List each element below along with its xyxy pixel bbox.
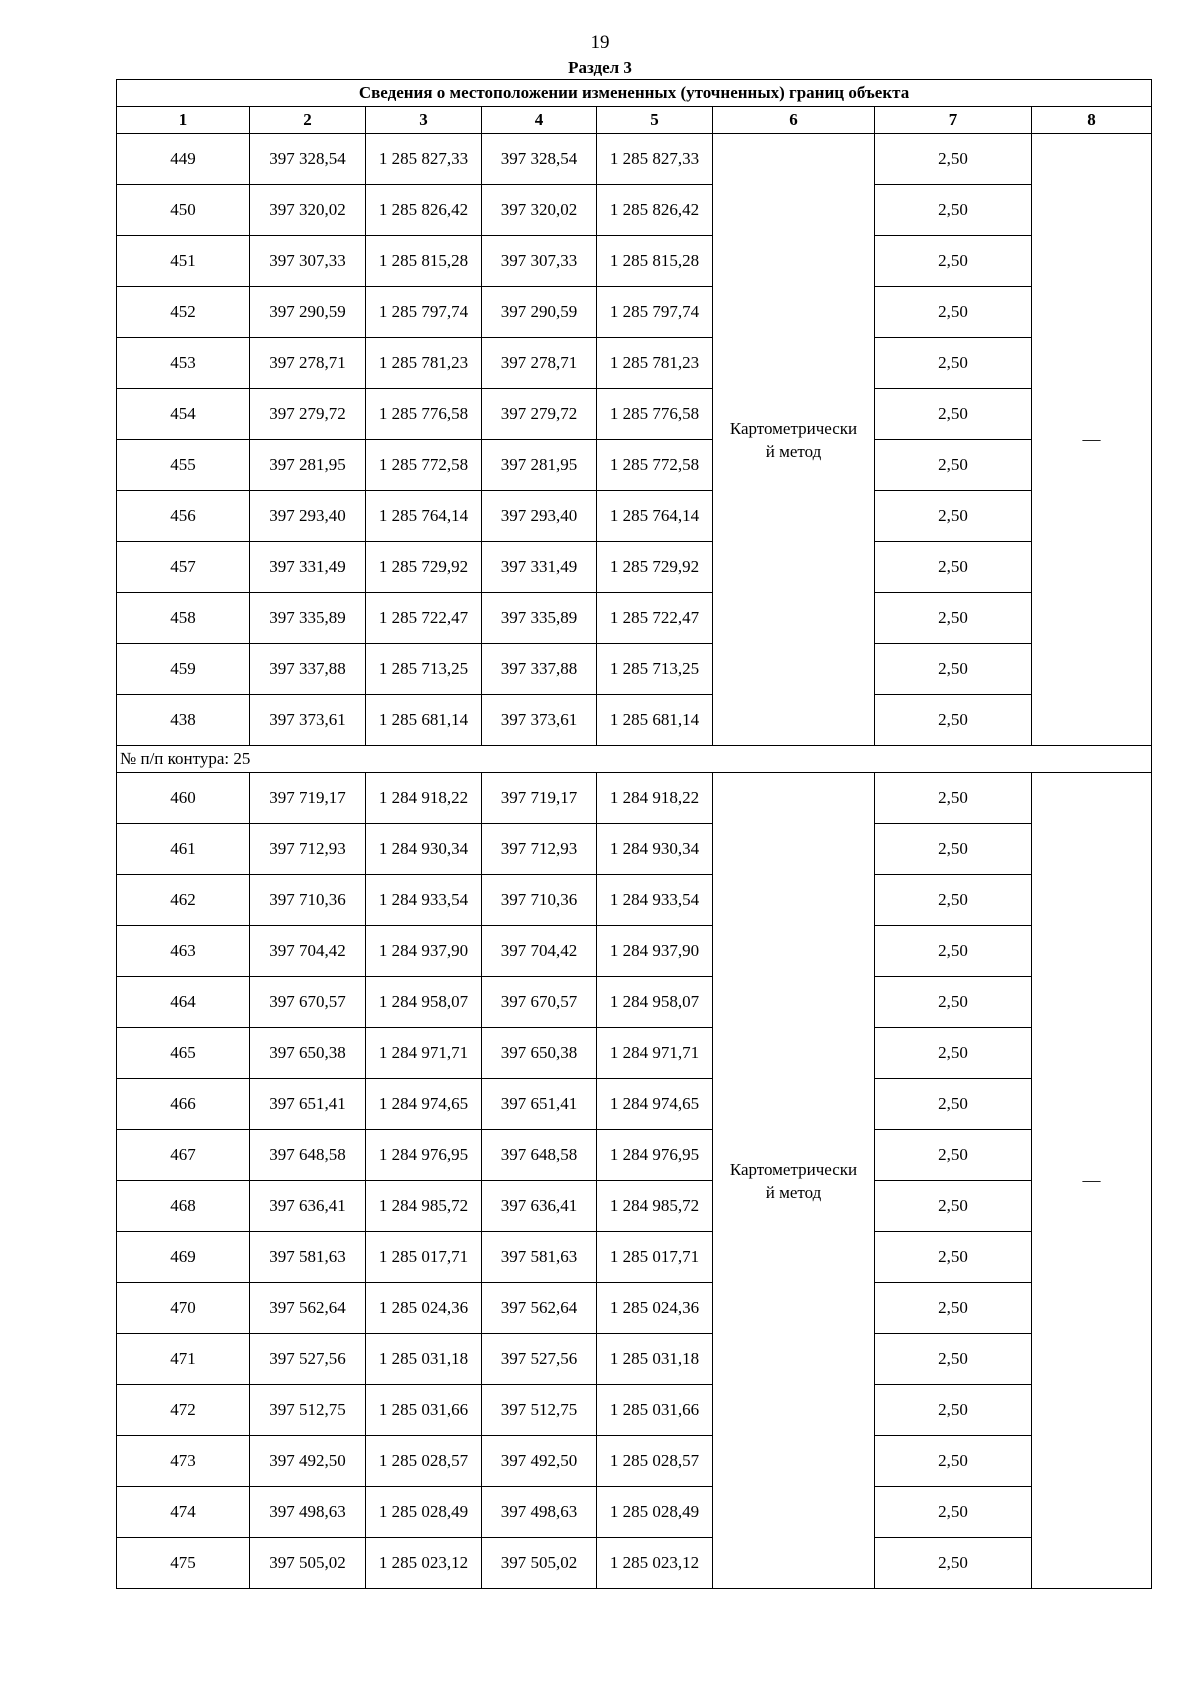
y-new-cell: 1 285 031,18 — [597, 1334, 713, 1385]
table-row — [117, 977, 1152, 1028]
table-row — [117, 1130, 1152, 1181]
x-old-cell: 397 320,02 — [250, 185, 366, 236]
y-new-cell: 1 285 017,71 — [597, 1232, 713, 1283]
column-header: 1 — [117, 107, 250, 134]
column-header: 5 — [597, 107, 713, 134]
x-old-cell: 397 704,42 — [250, 926, 366, 977]
x-old-cell: 397 492,50 — [250, 1436, 366, 1487]
x-new-cell: 397 704,42 — [482, 926, 597, 977]
precision-cell: 2,50 — [875, 236, 1032, 287]
x-old-cell: 397 651,41 — [250, 1079, 366, 1130]
x-old-cell: 397 562,64 — [250, 1283, 366, 1334]
x-old-cell: 397 712,93 — [250, 824, 366, 875]
point-number-cell: 460 — [117, 773, 250, 824]
x-old-cell: 397 307,33 — [250, 236, 366, 287]
point-number-cell: 438 — [117, 695, 250, 746]
precision-cell: 2,50 — [875, 389, 1032, 440]
precision-cell: 2,50 — [875, 1436, 1032, 1487]
point-number-cell: 456 — [117, 491, 250, 542]
y-old-cell: 1 284 971,71 — [366, 1028, 482, 1079]
precision-cell: 2,50 — [875, 875, 1032, 926]
y-old-cell: 1 285 713,25 — [366, 644, 482, 695]
x-old-cell: 397 710,36 — [250, 875, 366, 926]
y-old-cell: 1 284 918,22 — [366, 773, 482, 824]
table-row — [117, 1181, 1152, 1232]
x-new-cell: 397 279,72 — [482, 389, 597, 440]
y-old-cell: 1 285 031,18 — [366, 1334, 482, 1385]
y-new-cell: 1 284 930,34 — [597, 824, 713, 875]
x-new-cell: 397 670,57 — [482, 977, 597, 1028]
y-old-cell: 1 284 937,90 — [366, 926, 482, 977]
y-new-cell: 1 285 764,14 — [597, 491, 713, 542]
x-old-cell: 397 278,71 — [250, 338, 366, 389]
y-old-cell: 1 285 797,74 — [366, 287, 482, 338]
point-number-cell: 472 — [117, 1385, 250, 1436]
y-new-cell: 1 284 937,90 — [597, 926, 713, 977]
x-old-cell: 397 498,63 — [250, 1487, 366, 1538]
y-old-cell: 1 284 958,07 — [366, 977, 482, 1028]
y-old-cell: 1 285 031,66 — [366, 1385, 482, 1436]
table-row — [117, 695, 1152, 746]
contour-label: № п/п контура: 25 — [117, 746, 1152, 773]
y-old-cell: 1 285 815,28 — [366, 236, 482, 287]
table-row — [117, 389, 1152, 440]
y-old-cell: 1 285 024,36 — [366, 1283, 482, 1334]
y-new-cell: 1 284 933,54 — [597, 875, 713, 926]
column-header-row — [117, 107, 1152, 134]
y-old-cell: 1 285 028,57 — [366, 1436, 482, 1487]
precision-cell: 2,50 — [875, 134, 1032, 185]
x-new-cell: 397 337,88 — [482, 644, 597, 695]
x-new-cell: 397 492,50 — [482, 1436, 597, 1487]
point-number-cell: 458 — [117, 593, 250, 644]
method-text: й метод — [765, 441, 822, 461]
x-new-cell: 397 290,59 — [482, 287, 597, 338]
precision-cell: 2,50 — [875, 593, 1032, 644]
y-old-cell: 1 285 017,71 — [366, 1232, 482, 1283]
precision-cell: 2,50 — [875, 1232, 1032, 1283]
point-number-cell: 475 — [117, 1538, 250, 1589]
column-header: 6 — [713, 107, 875, 134]
precision-cell: 2,50 — [875, 824, 1032, 875]
method-text: Картометрически — [729, 418, 858, 438]
table-row — [117, 1436, 1152, 1487]
precision-cell: 2,50 — [875, 287, 1032, 338]
precision-cell: 2,50 — [875, 1079, 1032, 1130]
point-number-cell: 470 — [117, 1283, 250, 1334]
y-old-cell: 1 285 776,58 — [366, 389, 482, 440]
table-row — [117, 542, 1152, 593]
x-new-cell: 397 651,41 — [482, 1079, 597, 1130]
y-old-cell: 1 284 976,95 — [366, 1130, 482, 1181]
contour-label-row — [117, 746, 1152, 773]
table-row — [117, 1487, 1152, 1538]
table-row — [117, 1283, 1152, 1334]
y-new-cell: 1 285 776,58 — [597, 389, 713, 440]
y-new-cell: 1 284 974,65 — [597, 1079, 713, 1130]
method-text: Картометрически — [729, 1159, 858, 1179]
y-new-cell: 1 285 681,14 — [597, 695, 713, 746]
column-header: 7 — [875, 107, 1032, 134]
point-number-cell: 473 — [117, 1436, 250, 1487]
y-old-cell: 1 285 722,47 — [366, 593, 482, 644]
precision-cell: 2,50 — [875, 1283, 1032, 1334]
precision-cell: 2,50 — [875, 542, 1032, 593]
x-new-cell: 397 581,63 — [482, 1232, 597, 1283]
table-row — [117, 1079, 1152, 1130]
y-old-cell: 1 285 772,58 — [366, 440, 482, 491]
precision-cell: 2,50 — [875, 1130, 1032, 1181]
table-row — [117, 593, 1152, 644]
x-new-cell: 397 505,02 — [482, 1538, 597, 1589]
precision-cell: 2,50 — [875, 1487, 1032, 1538]
precision-cell: 2,50 — [875, 1181, 1032, 1232]
y-new-cell: 1 285 028,57 — [597, 1436, 713, 1487]
column-header: 4 — [482, 107, 597, 134]
point-number-cell: 449 — [117, 134, 250, 185]
precision-cell: 2,50 — [875, 977, 1032, 1028]
y-new-cell: 1 285 729,92 — [597, 542, 713, 593]
table-row — [117, 1232, 1152, 1283]
table-row — [117, 1538, 1152, 1589]
x-new-cell: 397 636,41 — [482, 1181, 597, 1232]
point-number-cell: 474 — [117, 1487, 250, 1538]
y-new-cell: 1 285 024,36 — [597, 1283, 713, 1334]
y-old-cell: 1 285 764,14 — [366, 491, 482, 542]
table-row — [117, 1028, 1152, 1079]
point-number-cell: 462 — [117, 875, 250, 926]
column-header: 8 — [1032, 107, 1152, 134]
x-old-cell: 397 373,61 — [250, 695, 366, 746]
y-old-cell: 1 285 681,14 — [366, 695, 482, 746]
y-new-cell: 1 284 971,71 — [597, 1028, 713, 1079]
x-new-cell: 397 320,02 — [482, 185, 597, 236]
y-old-cell: 1 284 974,65 — [366, 1079, 482, 1130]
point-number-cell: 465 — [117, 1028, 250, 1079]
table-row — [117, 491, 1152, 542]
x-new-cell: 397 278,71 — [482, 338, 597, 389]
y-new-cell: 1 285 797,74 — [597, 287, 713, 338]
x-new-cell: 397 648,58 — [482, 1130, 597, 1181]
y-new-cell: 1 285 023,12 — [597, 1538, 713, 1589]
x-old-cell: 397 281,95 — [250, 440, 366, 491]
x-new-cell: 397 527,56 — [482, 1334, 597, 1385]
precision-cell: 2,50 — [875, 1028, 1032, 1079]
point-number-cell: 464 — [117, 977, 250, 1028]
x-old-cell: 397 581,63 — [250, 1232, 366, 1283]
x-new-cell: 397 373,61 — [482, 695, 597, 746]
precision-cell: 2,50 — [875, 1385, 1032, 1436]
precision-cell: 2,50 — [875, 1334, 1032, 1385]
x-new-cell: 397 512,75 — [482, 1385, 597, 1436]
y-new-cell: 1 285 722,47 — [597, 593, 713, 644]
y-new-cell: 1 284 918,22 — [597, 773, 713, 824]
y-new-cell: 1 284 985,72 — [597, 1181, 713, 1232]
x-old-cell: 397 512,75 — [250, 1385, 366, 1436]
table-caption: Сведения о местоположении измененных (уточненных) границ объекта — [117, 80, 1152, 107]
coordinates-table — [116, 79, 1152, 1589]
column8-cell: — — [1032, 773, 1152, 1589]
y-new-cell: 1 285 028,49 — [597, 1487, 713, 1538]
x-new-cell: 397 498,63 — [482, 1487, 597, 1538]
point-number-cell: 452 — [117, 287, 250, 338]
x-old-cell: 397 290,59 — [250, 287, 366, 338]
precision-cell: 2,50 — [875, 440, 1032, 491]
y-old-cell: 1 285 827,33 — [366, 134, 482, 185]
y-old-cell: 1 285 826,42 — [366, 185, 482, 236]
page-number: 19 — [590, 32, 610, 53]
point-number-cell: 453 — [117, 338, 250, 389]
column8-cell: — — [1032, 134, 1152, 746]
precision-cell: 2,50 — [875, 773, 1032, 824]
table-caption-row — [117, 80, 1152, 107]
x-old-cell: 397 650,38 — [250, 1028, 366, 1079]
x-new-cell: 397 328,54 — [482, 134, 597, 185]
point-number-cell: 451 — [117, 236, 250, 287]
precision-cell: 2,50 — [875, 644, 1032, 695]
y-new-cell: 1 285 713,25 — [597, 644, 713, 695]
x-new-cell: 397 710,36 — [482, 875, 597, 926]
x-new-cell: 397 335,89 — [482, 593, 597, 644]
y-new-cell: 1 285 827,33 — [597, 134, 713, 185]
precision-cell: 2,50 — [875, 185, 1032, 236]
x-old-cell: 397 719,17 — [250, 773, 366, 824]
x-old-cell: 397 337,88 — [250, 644, 366, 695]
y-old-cell: 1 284 985,72 — [366, 1181, 482, 1232]
x-old-cell: 397 279,72 — [250, 389, 366, 440]
precision-cell: 2,50 — [875, 338, 1032, 389]
table-row — [117, 1385, 1152, 1436]
y-new-cell: 1 285 815,28 — [597, 236, 713, 287]
point-number-cell: 467 — [117, 1130, 250, 1181]
table-row — [117, 926, 1152, 977]
column-header: 2 — [250, 107, 366, 134]
y-new-cell: 1 284 976,95 — [597, 1130, 713, 1181]
table-row — [117, 875, 1152, 926]
y-old-cell: 1 285 729,92 — [366, 542, 482, 593]
table-row — [117, 134, 1152, 185]
method-cell — [713, 134, 875, 746]
y-old-cell: 1 285 023,12 — [366, 1538, 482, 1589]
x-old-cell: 397 527,56 — [250, 1334, 366, 1385]
y-new-cell: 1 285 826,42 — [597, 185, 713, 236]
y-new-cell: 1 285 772,58 — [597, 440, 713, 491]
x-old-cell: 397 636,41 — [250, 1181, 366, 1232]
table-row — [117, 236, 1152, 287]
x-old-cell: 397 648,58 — [250, 1130, 366, 1181]
column-header: 3 — [366, 107, 482, 134]
x-old-cell: 397 331,49 — [250, 542, 366, 593]
x-new-cell: 397 293,40 — [482, 491, 597, 542]
y-new-cell: 1 285 031,66 — [597, 1385, 713, 1436]
point-number-cell: 455 — [117, 440, 250, 491]
precision-cell: 2,50 — [875, 491, 1032, 542]
point-number-cell: 468 — [117, 1181, 250, 1232]
point-number-cell: 471 — [117, 1334, 250, 1385]
precision-cell: 2,50 — [875, 695, 1032, 746]
x-new-cell: 397 719,17 — [482, 773, 597, 824]
point-number-cell: 469 — [117, 1232, 250, 1283]
point-number-cell: 450 — [117, 185, 250, 236]
table-row — [117, 440, 1152, 491]
table-row — [117, 773, 1152, 824]
x-new-cell: 397 281,95 — [482, 440, 597, 491]
x-old-cell: 397 335,89 — [250, 593, 366, 644]
y-old-cell: 1 284 930,34 — [366, 824, 482, 875]
x-old-cell: 397 670,57 — [250, 977, 366, 1028]
x-new-cell: 397 331,49 — [482, 542, 597, 593]
y-old-cell: 1 285 781,23 — [366, 338, 482, 389]
table-row — [117, 1334, 1152, 1385]
precision-cell: 2,50 — [875, 1538, 1032, 1589]
section-title: Раздел 3 — [568, 58, 632, 77]
point-number-cell: 457 — [117, 542, 250, 593]
method-text: й метод — [765, 1182, 822, 1202]
y-old-cell: 1 284 933,54 — [366, 875, 482, 926]
precision-cell: 2,50 — [875, 926, 1032, 977]
point-number-cell: 466 — [117, 1079, 250, 1130]
x-new-cell: 397 650,38 — [482, 1028, 597, 1079]
table-row — [117, 644, 1152, 695]
table-row — [117, 287, 1152, 338]
x-old-cell: 397 293,40 — [250, 491, 366, 542]
x-new-cell: 397 562,64 — [482, 1283, 597, 1334]
point-number-cell: 459 — [117, 644, 250, 695]
table-row — [117, 338, 1152, 389]
x-new-cell: 397 307,33 — [482, 236, 597, 287]
table-row — [117, 824, 1152, 875]
x-new-cell: 397 712,93 — [482, 824, 597, 875]
point-number-cell: 461 — [117, 824, 250, 875]
y-new-cell: 1 285 781,23 — [597, 338, 713, 389]
point-number-cell: 463 — [117, 926, 250, 977]
y-new-cell: 1 284 958,07 — [597, 977, 713, 1028]
x-old-cell: 397 505,02 — [250, 1538, 366, 1589]
table-row — [117, 185, 1152, 236]
y-old-cell: 1 285 028,49 — [366, 1487, 482, 1538]
point-number-cell: 454 — [117, 389, 250, 440]
x-old-cell: 397 328,54 — [250, 134, 366, 185]
method-cell — [713, 773, 875, 1589]
